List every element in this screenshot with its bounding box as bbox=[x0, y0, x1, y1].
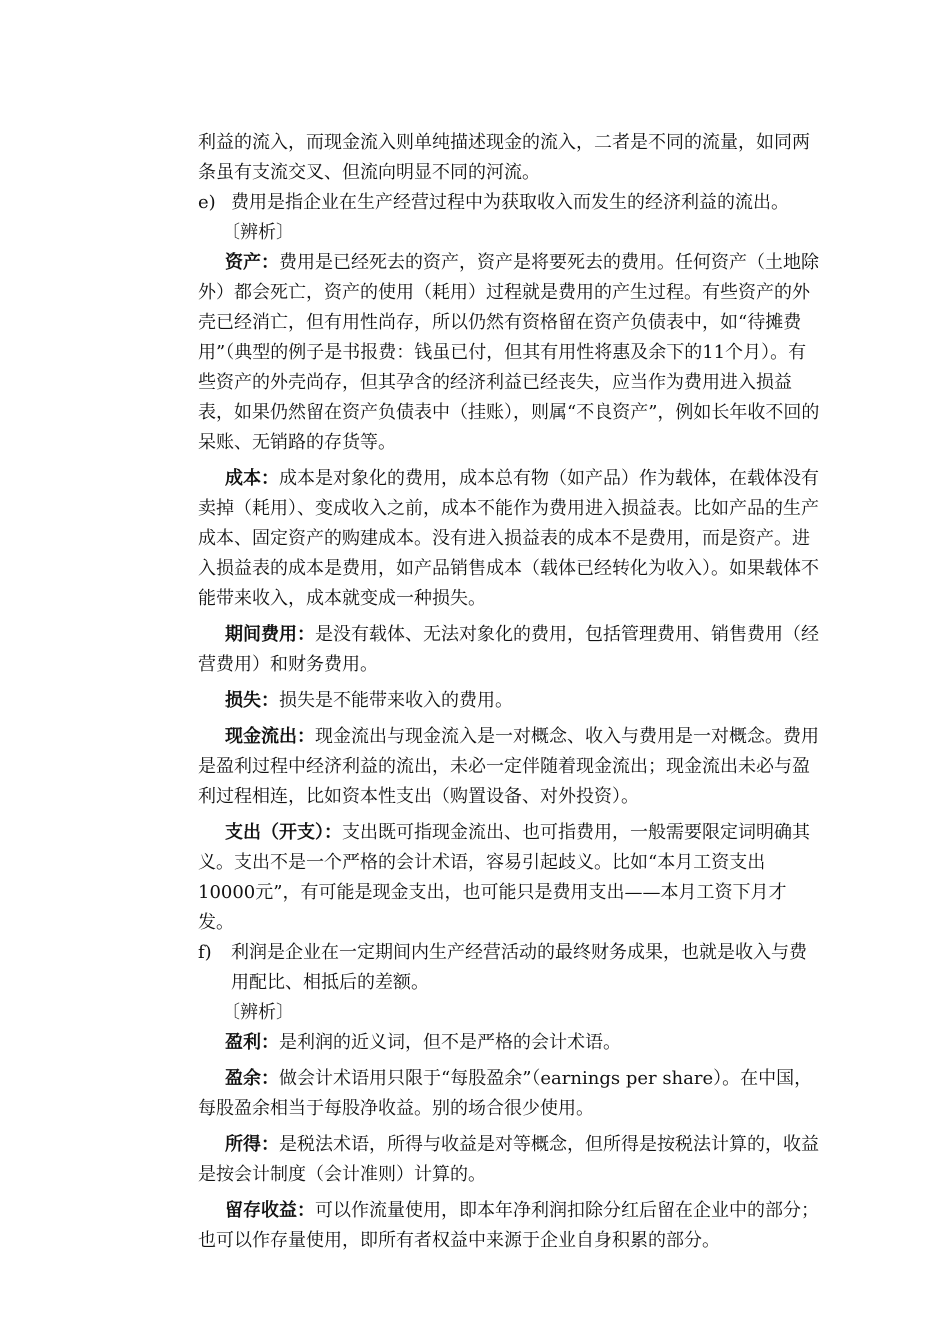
term-label: 支出（开支）： bbox=[225, 822, 342, 843]
term-label: 所得： bbox=[225, 1134, 279, 1155]
term-label: 成本： bbox=[225, 468, 279, 489]
term-text: 做会计术语用只限于“每股盈余”（earnings per share）。在中国，每股盈余相当于每股净收益。别的场合很少使用。 bbox=[198, 1068, 813, 1119]
term-label: 资产： bbox=[225, 252, 279, 273]
term-label: 留存收益： bbox=[225, 1200, 315, 1221]
list-marker-f: f) bbox=[198, 942, 212, 963]
term-text: 是没有载体、无法对象化的费用，包括管理费用、销售费用（经营费用）和财务费用。 bbox=[198, 624, 819, 675]
term-text: 损失是不能带来收入的费用。 bbox=[279, 690, 513, 711]
term-text: 成本是对象化的费用，成本总有物（如产品）作为载体，在载体没有卖掉（耗用）、变成收入之前，成本不能作为费用进入损益表。比如产品的生产成本、固定资产的购建成本。没有进入损益表的成本不是费用，而是资产。进入损益表的成本是费用，如产品销售成本（载体已经转化为收入）。如果载体不能带来收入，成本就变成一种损失。 bbox=[198, 468, 819, 609]
term-label: 期间费用： bbox=[225, 624, 315, 645]
term-paragraph-period-expense bbox=[198, 620, 820, 680]
analysis-heading-1: 〔辨析〕 bbox=[222, 222, 294, 243]
list-text-e: 费用是指企业在生产经营过程中为获取收入而发生的经济利益的流出。 bbox=[231, 192, 789, 213]
term-label: 盈余： bbox=[225, 1068, 279, 1089]
continued-paragraph: 利益的流入，而现金流入则单纯描述现金的流入，二者是不同的流量，如同两条虽有支流交叉、但流向明显不同的河流。 bbox=[198, 132, 810, 183]
term-label: 现金流出： bbox=[225, 726, 315, 747]
term-paragraph-cash-outflow bbox=[198, 722, 820, 812]
term-paragraph-income-tax bbox=[198, 1130, 820, 1190]
list-item-f bbox=[198, 938, 820, 998]
term-paragraph-surplus bbox=[198, 1064, 820, 1124]
term-label: 盈利： bbox=[225, 1032, 279, 1053]
term-text: 现金流出与现金流入是一对概念、收入与费用是一对概念。费用是盈利过程中经济利益的流出，未必一定伴随着现金流出；现金流出未必与盈利过程相连，比如资本性支出（购置设备、对外投资）。 bbox=[198, 726, 819, 807]
term-text: 是税法术语，所得与收益是对等概念，但所得是按税法计算的，收益是按会计制度（会计准则）计算的。 bbox=[198, 1134, 819, 1185]
list-marker-e: e) bbox=[198, 192, 216, 213]
term-paragraph-assets bbox=[198, 248, 820, 458]
analysis-heading-2: 〔辨析〕 bbox=[222, 1002, 294, 1023]
term-paragraph-retained-earnings bbox=[198, 1196, 820, 1256]
term-text: 支出既可指现金流出、也可指费用，一般需要限定词明确其义。支出不是一个严格的会计术语，容易引起歧义。比如“本月工资支出10000元”，有可能是现金支出，也可能只是费用支出——本月工资下月才发。 bbox=[198, 822, 810, 933]
list-text-f: 利润是企业在一定期间内生产经营活动的最终财务成果，也就是收入与费用配比、相抵后的差额。 bbox=[231, 942, 807, 993]
term-paragraph-profit bbox=[198, 1028, 820, 1058]
list-item-e bbox=[198, 188, 820, 218]
term-text: 是利润的近义词，但不是严格的会计术语。 bbox=[279, 1032, 621, 1053]
term-paragraph-loss bbox=[198, 686, 820, 716]
term-text: 可以作流量使用，即本年净利润扣除分红后留在企业中的部分；也可以作存量使用，即所有者权益中来源于企业自身积累的部分。 bbox=[198, 1200, 819, 1251]
term-text: 费用是已经死去的资产，资产是将要死去的费用。任何资产（土地除外）都会死亡，资产的使用（耗用）过程就是费用的产生过程。有些资产的外壳已经消亡，但有用性尚存，所以仍然有资格留在资产负债表中，如“待摊费用”（典型的例子是书报费：钱虽已付，但其有用性将惠及余下的11个月）。有些资产的外壳尚存，但其孕含的经济利益已经丧失，应当作为费用进入损益表，如果仍然留在资产负债表中（挂账），则属“不良资产”，例如长年收不回的呆账、无销路的存货等。 bbox=[198, 252, 820, 453]
term-label: 损失： bbox=[225, 690, 279, 711]
term-paragraph-expenditure bbox=[198, 818, 820, 938]
document-page bbox=[198, 128, 820, 1256]
term-paragraph-cost bbox=[198, 464, 820, 614]
